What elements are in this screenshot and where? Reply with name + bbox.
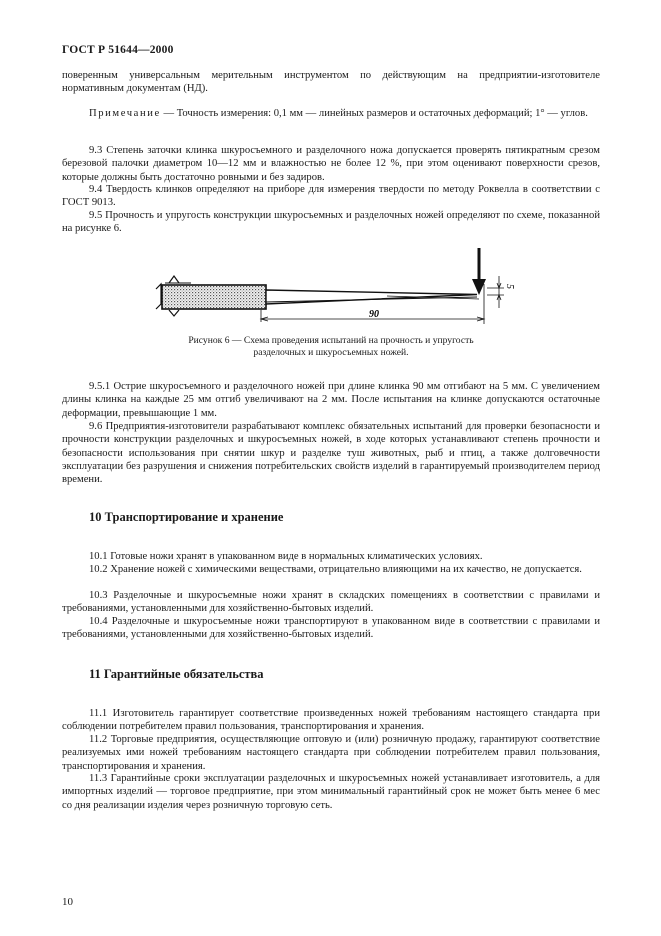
paragraph-9-4 bbox=[62, 183, 600, 210]
paragraph-9-3 bbox=[62, 144, 600, 184]
note-label: Примечание bbox=[89, 108, 161, 119]
paragraph-10-2 bbox=[62, 563, 600, 576]
paragraph-10-1 bbox=[62, 550, 600, 563]
paragraph-text: 10.4 Разделочные и шкуросъемные ножи транспортируют в упакованном виде в соответствии с правилами и требованиями, установленными для хозяйственно-бытовых изделий. bbox=[62, 616, 600, 641]
clamp-left bbox=[156, 284, 161, 309]
note-block bbox=[62, 107, 600, 120]
paragraph-11-3 bbox=[62, 772, 600, 812]
paragraph-text: 11.1 Изготовитель гарантирует соответствие произведенных ножей требованиям настоящего стандарта при соблюдении потребителем правил пользования, транспортирования и хранения. bbox=[62, 708, 600, 733]
paragraph-10-3 bbox=[62, 589, 600, 616]
paragraph-text: 11.3 Гарантийные сроки эксплуатации разделочных и шкуросъемных ножей устанавливает изготовитель, а для импортных изделий — торговое предприятие, при этом минимальный гарантийный срок не может быть менее 6 мес со дня реализации изделия через розничную торговую сеть. bbox=[62, 773, 600, 811]
deflection-label: 5 bbox=[504, 284, 515, 289]
page-number: 10 bbox=[62, 896, 73, 908]
document-page bbox=[62, 0, 600, 936]
paragraph-text: 9.6 Предприятия-изготовители разрабатывают комплекс обязательных испытаний для проверки безопасности и прочности конструкции разделочных и шкуросъемных ножей, в ходе которых устанавливают степень прочности и безопасности использования при снятии шкур и разделке туш животных, рыб и птиц, а также долговечности эксплуатации без разрушения и снижения потребительских свойств изделий в гарантируемый производителем период времени. bbox=[62, 421, 600, 486]
caption-line-1: Рисунок 6 — Схема проведения испытаний на прочность и упругость bbox=[188, 335, 474, 346]
section-title-11: 11 Гарантийные обязательства bbox=[89, 667, 264, 681]
paragraph-text: 9.3 Степень заточки клинка шкуросъемного и разделочного ножа допускается проверять пятикратным срезом березовой палочки диаметром 10—12 мм и влажностью не более 12 %, при этом оценивают поверхности срезов, которые должны быть достаточно ровными и без задиров. bbox=[62, 145, 600, 183]
paragraph-continuation bbox=[62, 69, 600, 96]
clamp-top bbox=[169, 276, 179, 283]
document-header: ГОСТ Р 51644—2000 bbox=[62, 44, 174, 56]
clamp-bottom bbox=[169, 310, 179, 316]
caption-line-2: разделочных и шкуросъемных ножей. bbox=[253, 346, 409, 358]
paragraph-text: 10.2 Хранение ножей с химическими веществами, отрицательно влияющими на их качество, не допускается. bbox=[89, 564, 582, 575]
paragraph-11-2 bbox=[62, 733, 600, 773]
paragraph-10-4 bbox=[62, 615, 600, 642]
paragraph-9-6 bbox=[62, 420, 600, 486]
paragraph-text: 9.5.1 Острие шкуросъемного и разделочного ножей при длине клинка 90 мм отгибают на 5 мм. С увеличением длины клинка на каждые 25 мм отгиб увеличивают на 2 мм. После испытания на клинке допускаются остаточные деформации, превышающие 1 мм. bbox=[62, 381, 600, 419]
length-label: 90 bbox=[369, 309, 379, 320]
paragraph-9-5-1 bbox=[62, 380, 600, 420]
paragraph-text: 9.5 Прочность и упругость конструкции шкуросъемных и разделочных ножей определяют по схеме, показанной на рисунке 6. bbox=[62, 210, 600, 235]
paragraph-text: 9.4 Твердость клинков определяют на приборе для измерения твердости по методу Роквелла в соответствии с ГОСТ 9013. bbox=[62, 184, 600, 209]
note-paragraph bbox=[62, 107, 600, 120]
paragraph-text: поверенным универсальным мерительным инструментом по действующим на предприятии-изготовителе нормативным документам (НД). bbox=[62, 70, 600, 95]
figure-caption bbox=[62, 335, 600, 358]
figure-6-diagram bbox=[147, 244, 527, 330]
paragraph-9-5 bbox=[62, 209, 600, 236]
knife-handle bbox=[162, 285, 266, 309]
paragraph-text: 10.1 Готовые ножи хранят в упакованном виде в нормальных климатических условиях. bbox=[89, 551, 483, 562]
paragraph-text: 10.3 Разделочные и шкуросъемные ножи хранят в складских помещениях в соответствии с правилами и требованиями, установленными для хозяйственно-бытовых изделий. bbox=[62, 590, 600, 615]
note-text: — Точность измерения: 0,1 мм — линейных размеров и остаточных деформаций; 1° — углов. bbox=[160, 108, 588, 119]
paragraph-text: 11.2 Торговые предприятия, осуществляющие оптовую и (или) розничную продажу, гарантируют соответствие реализуемых ими ножей требованиям настоящего стандарта при соблюдении потребителем правил пользования, транспортирования и хранения. bbox=[62, 734, 600, 772]
section-title-10: 10 Транспортирование и хранение bbox=[89, 510, 284, 524]
paragraph-11-1 bbox=[62, 707, 600, 734]
knife-blade bbox=[266, 290, 477, 304]
